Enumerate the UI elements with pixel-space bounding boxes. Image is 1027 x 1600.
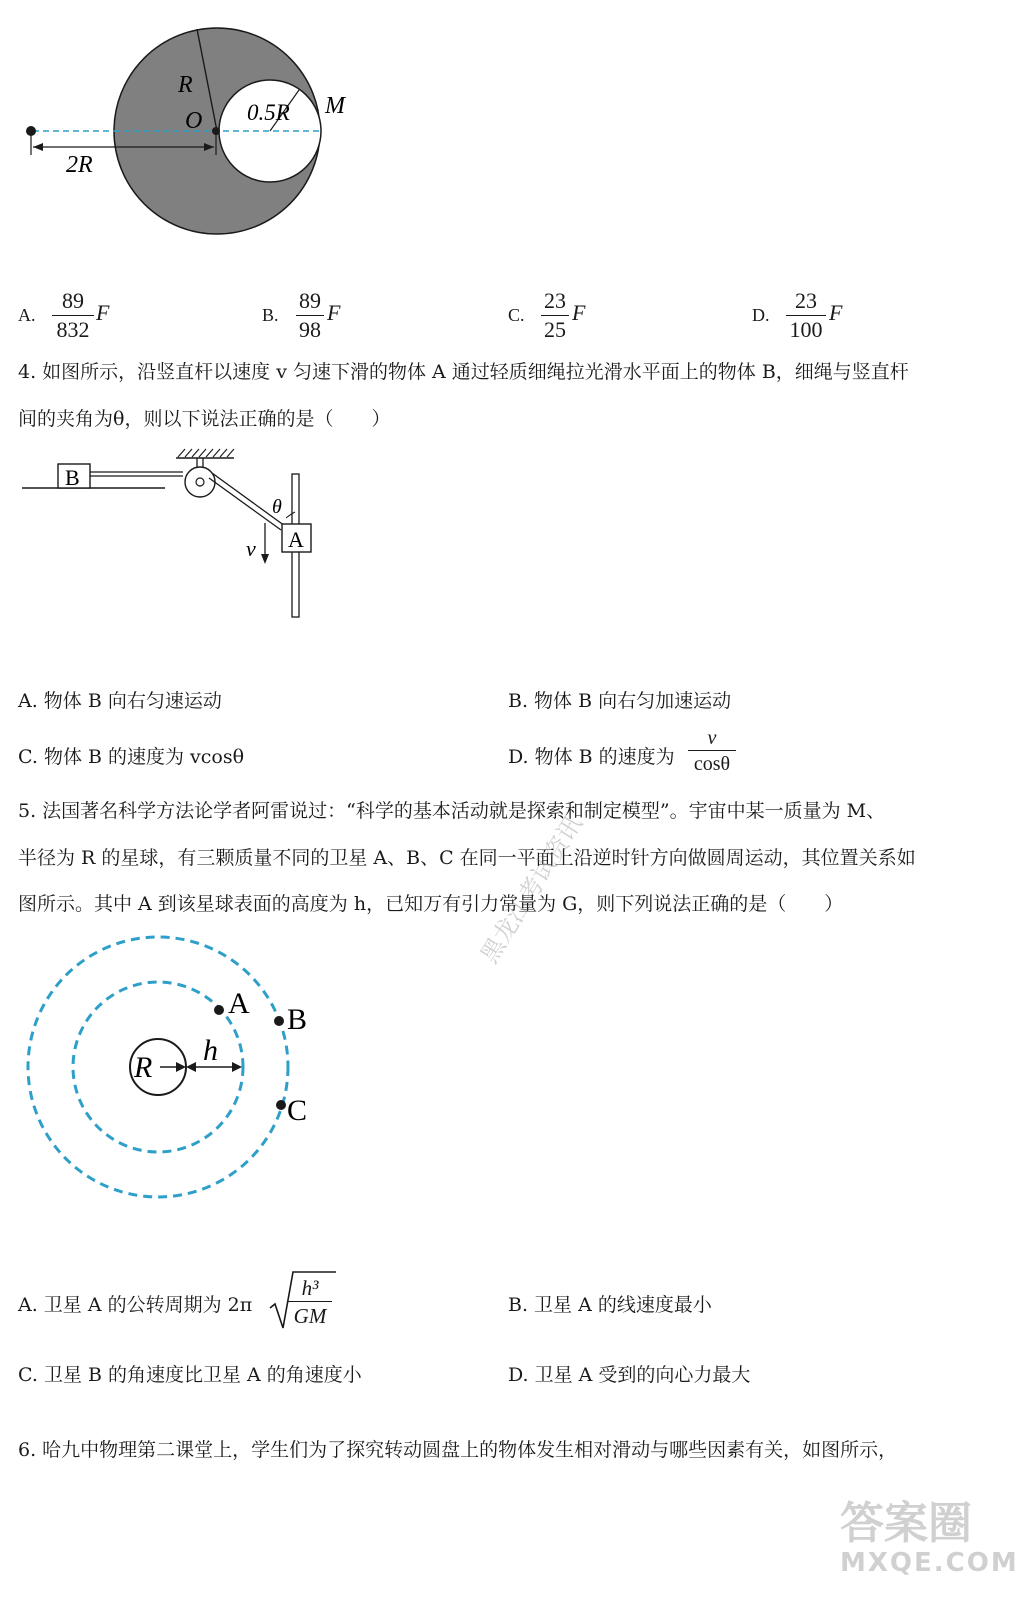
- q4-option-b: B. 物体 B 向右匀加速运动: [508, 690, 732, 712]
- q5-question-line-1: 5. 法国著名科学方法论学者阿雷说过：“科学的基本活动就是探索和制定模型”。宇宙中某一质量为 M、: [18, 800, 886, 822]
- q3-option-a-unit: F: [96, 300, 110, 325]
- logo-line-1: 答案圈: [840, 1498, 972, 1549]
- q3-option-d-fraction: 23 100: [786, 288, 826, 343]
- label-A: A: [288, 527, 304, 552]
- label-O: O: [185, 108, 203, 134]
- watermark-text: 黑龙江考试资讯: [475, 810, 588, 969]
- q5-option-a-prefix: A. 卫星 A 的公转周期为 2π: [18, 1294, 253, 1316]
- q3-option-b-unit: F: [327, 300, 341, 325]
- q4-option-d-prefix: D. 物体 B 的速度为: [508, 746, 675, 768]
- watermark-logo: [840, 1500, 1019, 1578]
- q5-option-b: B. 卫星 A 的线速度最小: [508, 1294, 712, 1316]
- q3-option-c-letter: C.: [508, 305, 525, 325]
- q4-option-c: C. 物体 B 的速度为 vcosθ: [18, 746, 245, 768]
- q5-option-a-fraction: h³ GM: [288, 1276, 332, 1329]
- q3-option-d-letter: D.: [752, 305, 770, 325]
- sphere-cavity-diagram: [0, 0, 380, 250]
- q3-option-b-fraction: 89 98: [296, 288, 324, 343]
- q3-option-c-unit: F: [572, 300, 586, 325]
- q6-question-line-1: 6. 哈九中物理第二课堂上，学生们为了探究转动圆盘上的物体发生相对滑动与哪些因素有关，如图所示，: [18, 1439, 898, 1461]
- label-theta: θ: [272, 496, 282, 518]
- label-h: h: [203, 1034, 218, 1067]
- q5-option-c: C. 卫星 B 的角速度比卫星 A 的角速度小: [18, 1364, 362, 1386]
- label-M: M: [325, 93, 345, 119]
- label-v: v: [246, 536, 256, 561]
- label-B: B: [287, 1003, 308, 1036]
- pulley-rope-diagram: [0, 440, 340, 625]
- q4-question-line-2: 间的夹角为θ，则以下说法正确的是（ ）: [18, 408, 391, 430]
- label-R: R: [134, 1051, 153, 1084]
- q5-question-line-3: 图所示。其中 A 到该星球表面的高度为 h，已知万有引力常量为 G，则下列说法正确的是（ ）: [18, 893, 844, 915]
- satellite-orbit-diagram: [0, 920, 340, 1210]
- q5-question-line-2: 半径为 R 的星球，有三颗质量不同的卫星 A、B、C 在同一平面上沿逆时针方向做圆周运动，其位置关系如: [18, 847, 916, 869]
- q3-option-a-fraction: 89 832: [52, 288, 94, 343]
- label-R: R: [178, 72, 193, 98]
- q4-question-line-1: 4. 如图所示，沿竖直杆以速度 v 匀速下滑的物体 A 通过轻质细绳拉光滑水平面上的物体 B，细绳与竖直杆: [18, 361, 909, 383]
- label-C: C: [287, 1094, 308, 1127]
- label-B: B: [65, 465, 80, 490]
- label-2R: 2R: [66, 152, 93, 178]
- label-A: A: [228, 987, 250, 1020]
- q3-option-c-fraction: 23 25: [541, 288, 569, 343]
- label-half-R: 0.5R: [247, 100, 290, 125]
- q3-option-a-letter: A.: [18, 305, 36, 325]
- q3-option-b-letter: B.: [262, 305, 279, 325]
- q3-option-d-unit: F: [829, 300, 843, 325]
- q4-option-a: A. 物体 B 向右匀速运动: [18, 690, 222, 712]
- q5-option-d: D. 卫星 A 受到的向心力最大: [508, 1364, 751, 1386]
- q4-option-d-fraction: v cosθ: [688, 727, 736, 776]
- logo-line-2: MXQE.COM: [840, 1548, 1019, 1578]
